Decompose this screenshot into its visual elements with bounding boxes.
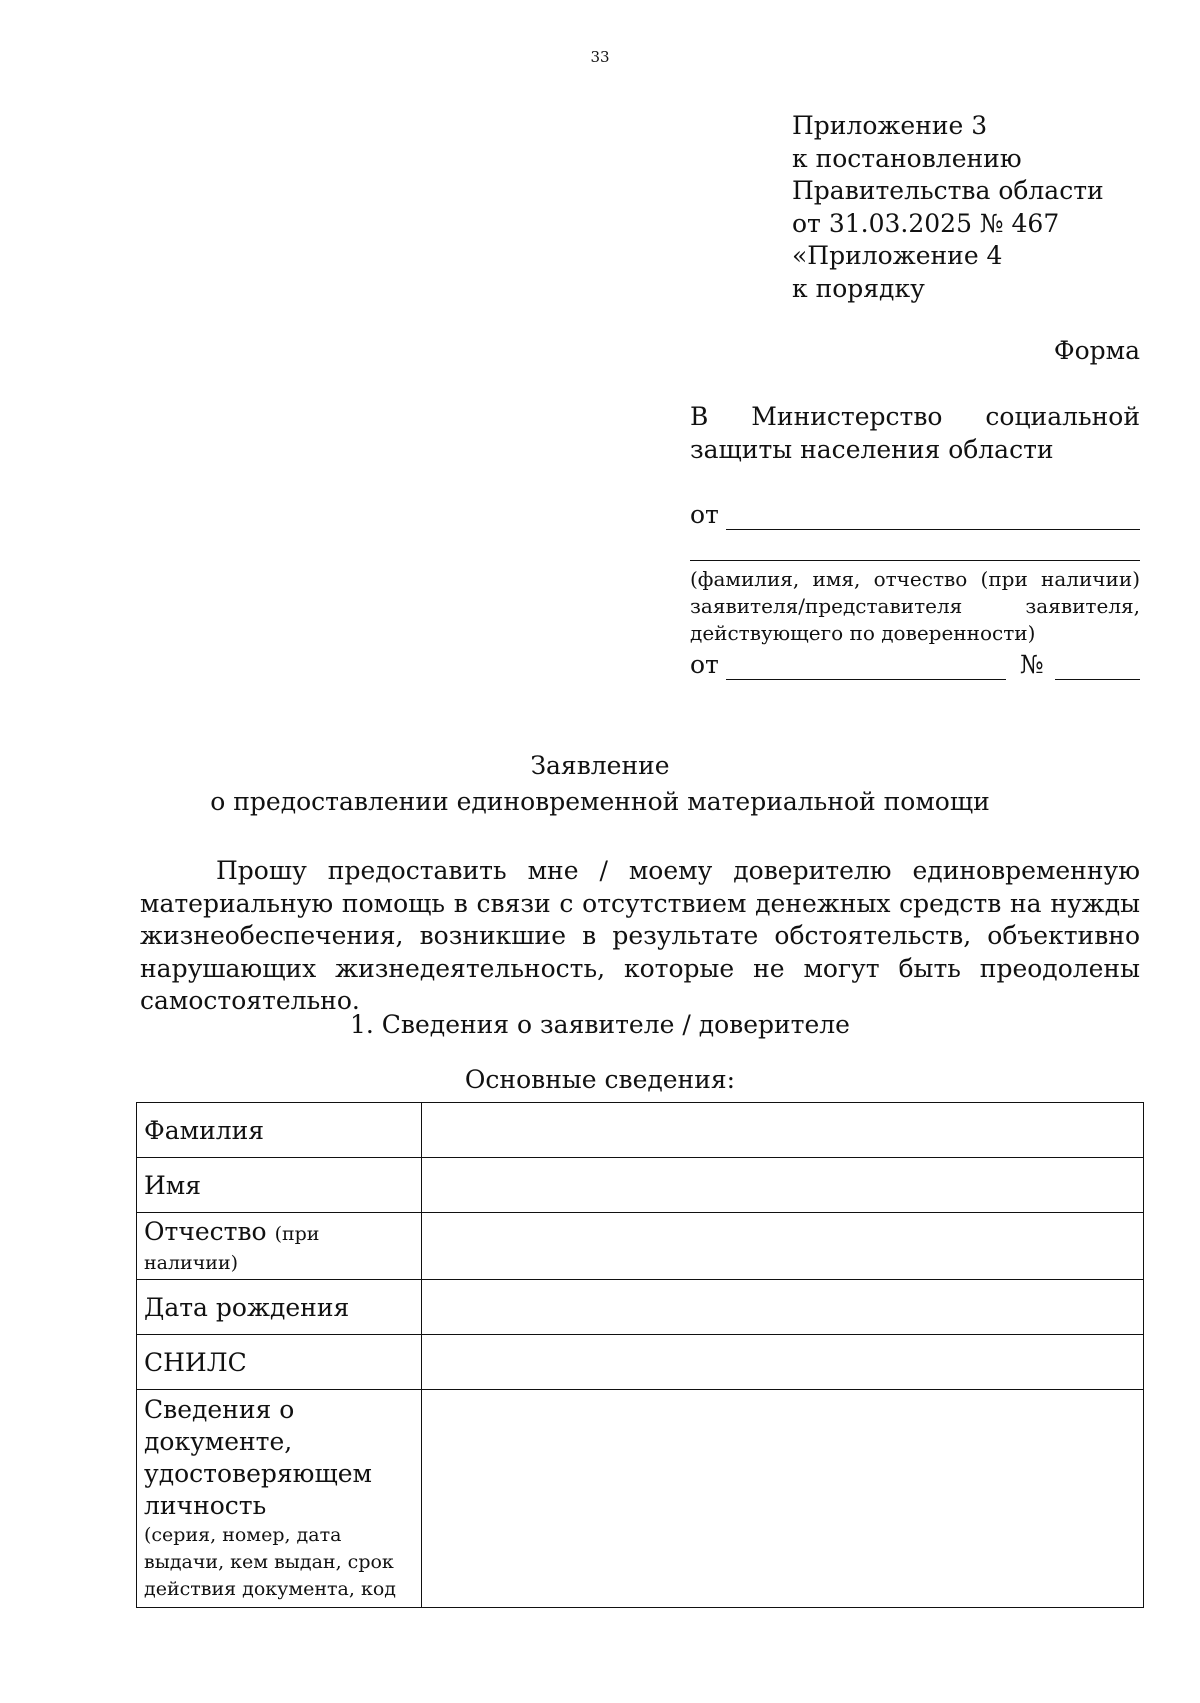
section-heading: 1. Сведения о заявителе / доверителе	[350, 1010, 850, 1039]
row-label-snils: СНИЛС	[137, 1335, 422, 1390]
appendix-line: к постановлению	[792, 143, 1022, 173]
applicant-note: (фамилия, имя, отчество (при наличии) заявителя/представителя заявителя, действующего по доверенности)	[690, 567, 1140, 645]
patronymic-value-cell[interactable]	[422, 1213, 1144, 1280]
row-label-name: Имя	[137, 1158, 422, 1213]
id-document-label: Сведения о документе, удостоверяющем личность	[144, 1395, 372, 1520]
birth-date-value-cell[interactable]	[422, 1280, 1144, 1335]
row-label-surname: Фамилия	[137, 1103, 422, 1158]
addressee: В Министерство социальной защиты населения области	[690, 402, 1140, 464]
page-number: 33	[590, 48, 610, 66]
row-label-patronymic	[137, 1213, 422, 1280]
from-row-applicant	[690, 500, 1140, 532]
applicant-name-line[interactable]	[726, 529, 1140, 530]
id-document-value-cell[interactable]	[422, 1390, 1144, 1608]
snils-value-cell[interactable]	[422, 1335, 1144, 1390]
date-line[interactable]	[726, 679, 1006, 680]
patronymic-note: (при наличии)	[144, 1223, 320, 1274]
table-row	[137, 1390, 1144, 1608]
title-line-1: Заявление	[530, 751, 670, 780]
row-label-id-document	[137, 1390, 422, 1608]
number-sign: №	[1020, 650, 1044, 679]
body-paragraph: Прошу предоставить мне / моему доверителю единовременную материальную помощь в связи с отсутствием денежных средств на нужды жизнеобеспечения, возникшие в результате обстоятельств, объективно нарушающих жизнедеятельность, которые не могут быть преодолены самостоятельно.	[140, 856, 1140, 1015]
appendix-line: «Приложение 4	[792, 241, 1003, 270]
applicant-name-line-2[interactable]	[690, 560, 1140, 561]
table-row	[137, 1103, 1144, 1158]
document-title	[0, 748, 1200, 820]
id-document-note: (серия, номер, дата выдачи, кем выдан, срок действия документа, код	[144, 1524, 396, 1600]
row-label-birth-date: Дата рождения	[137, 1280, 422, 1335]
surname-value-cell[interactable]	[422, 1103, 1144, 1158]
patronymic-label: Отчество	[144, 1217, 267, 1246]
from-label: от	[690, 650, 719, 679]
name-value-cell[interactable]	[422, 1158, 1144, 1213]
appendix-line: к порядку	[792, 273, 925, 303]
table-row	[137, 1335, 1144, 1390]
from-label: от	[690, 500, 719, 529]
table-row	[137, 1158, 1144, 1213]
table-row	[137, 1213, 1144, 1280]
appendix-line: от 31.03.2025 № 467	[792, 208, 1060, 238]
appendix-line: Приложение 3	[792, 111, 988, 140]
from-row-date	[690, 650, 1140, 682]
form-label: Форма	[1053, 336, 1140, 365]
table-row	[137, 1280, 1144, 1335]
applicant-info-table	[136, 1102, 1144, 1608]
number-line[interactable]	[1055, 679, 1140, 680]
appendix-block	[792, 110, 1104, 305]
table-caption: Основные сведения:	[464, 1065, 736, 1094]
appendix-line: Правительства области	[792, 176, 1104, 205]
title-line-2: о предоставлении единовременной материальной помощи	[210, 787, 990, 816]
